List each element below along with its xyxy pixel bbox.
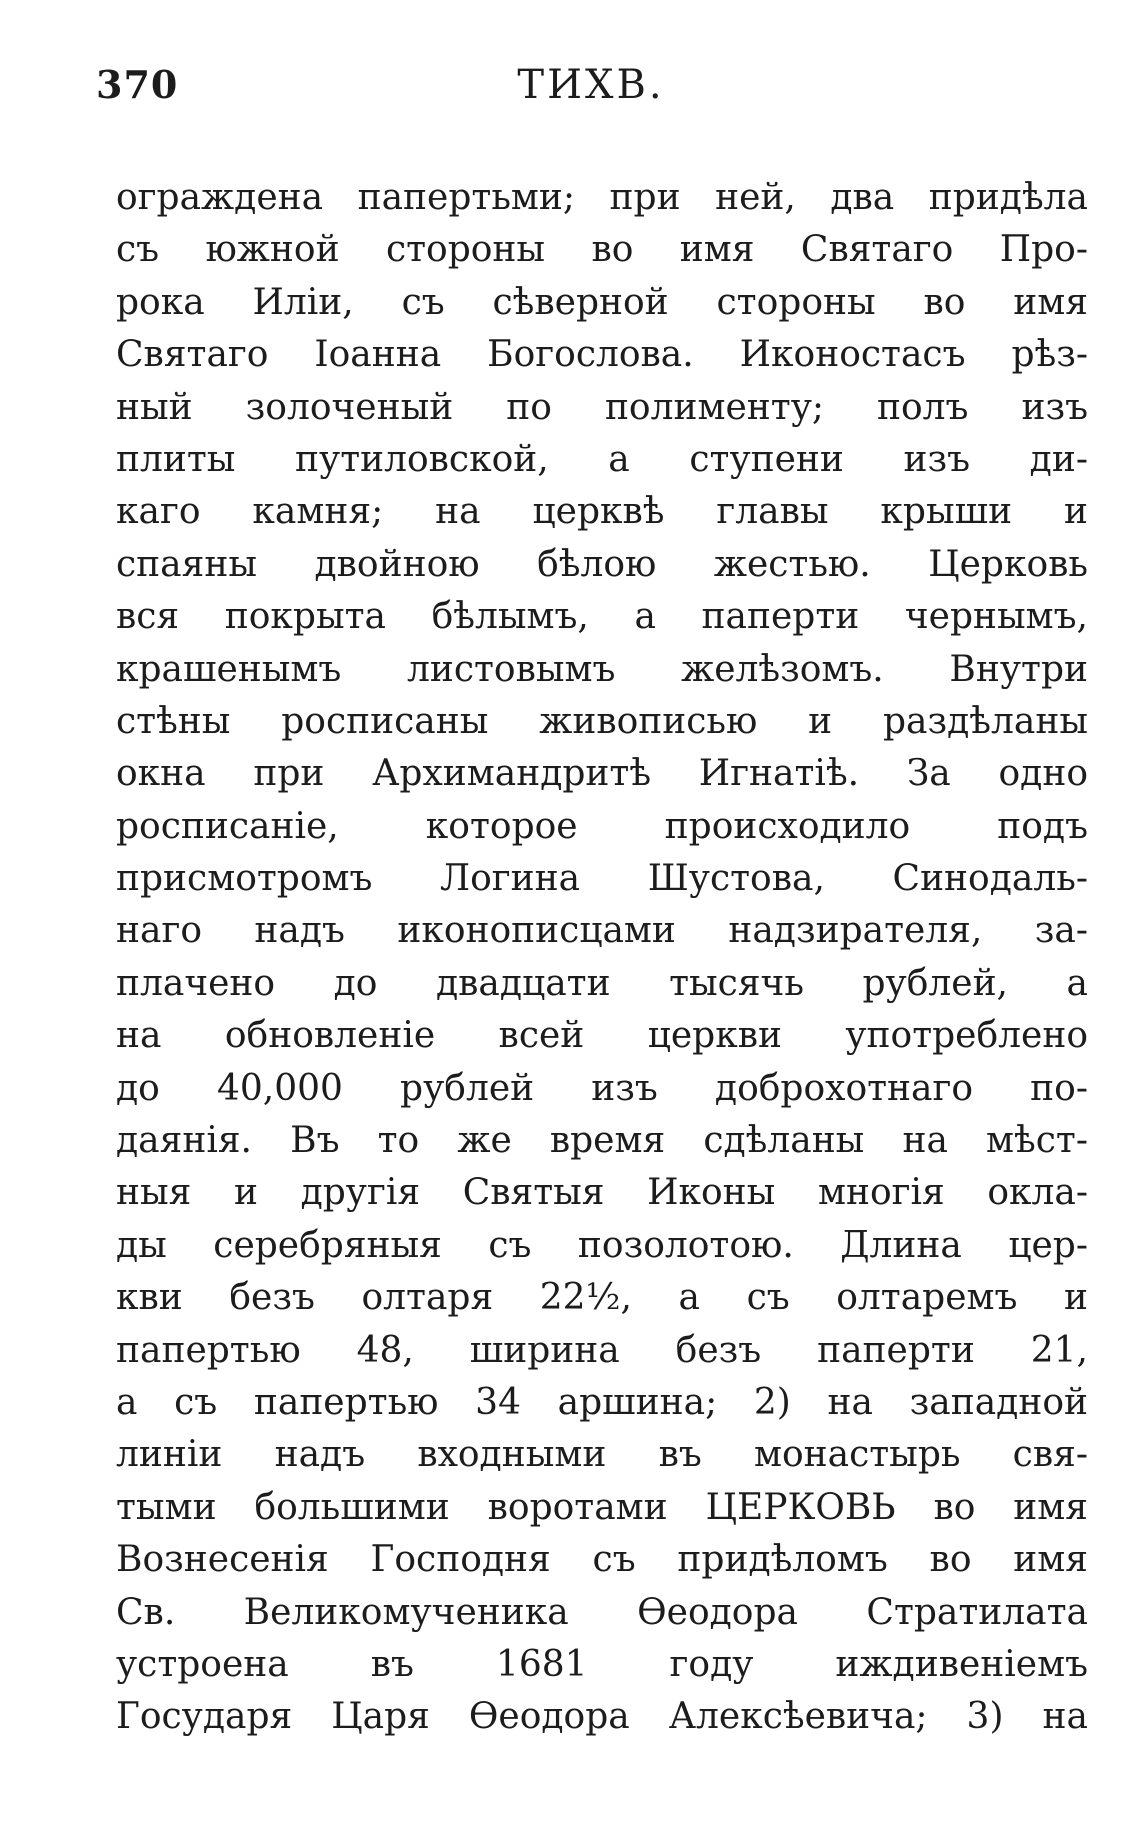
- text-line: спаяны двойною бѣлою жестью. Церковь: [116, 543, 1088, 585]
- text-line: крашенымъ листовымъ желѣзомъ. Внутри: [116, 648, 1088, 690]
- text-line: Вознесенія Господня съ придѣломъ во имя: [116, 1539, 1088, 1581]
- text-line: ныя и другія Святыя Иконы многія окла-: [116, 1172, 1088, 1214]
- text-line: Государя Царя Ѳеодора Алексѣевича; 3) на: [116, 1696, 1088, 1738]
- text-line: рока Иліи, съ сѣверной стороны во имя: [116, 281, 1088, 323]
- text-line: устроена въ 1681 году иждивеніемъ: [116, 1643, 1088, 1685]
- text-line: даянія. Въ то же время сдѣланы на мѣст-: [116, 1120, 1088, 1162]
- text-line: на обновленіе всей церкви употреблено: [116, 1015, 1088, 1057]
- text-line: до 40,000 рублей изъ доброхотнаго по-: [116, 1067, 1088, 1109]
- text-line: плиты путиловской, а ступени изъ ди-: [116, 438, 1088, 480]
- text-line: ный золоченый по полименту; полъ изъ: [116, 386, 1088, 428]
- text-line: присмотромъ Логина Шустова, Синодаль-: [116, 858, 1088, 900]
- text-line: съ южной стороны во имя Святаго Про-: [116, 229, 1088, 271]
- text-line: наго надъ иконописцами надзирателя, за-: [116, 910, 1088, 952]
- text-line: окна при Архимандритѣ Игнатіѣ. За одно: [116, 753, 1088, 795]
- text-line: ды серебряныя съ позолотою. Длина цер-: [116, 1224, 1088, 1266]
- text-line: а съ папертью 34 аршина; 2) на западной: [116, 1381, 1088, 1423]
- text-line: стѣны росписаны живописью и раздѣланы: [116, 700, 1088, 742]
- text-line: линіи надъ входными въ монастырь свя-: [116, 1434, 1088, 1476]
- text-line: ограждена папертьми; при ней, два придѣла: [116, 177, 1088, 218]
- page-header: [96, 58, 1086, 118]
- page-number: 370: [96, 62, 179, 107]
- text-line: Святаго Іоанна Богослова. Иконостасъ рѣз-: [116, 334, 1088, 376]
- text-line: каго камня; на церквѣ главы крыши и: [116, 491, 1088, 533]
- text-line: тыми большими воротами ЦЕРКОВЬ во имя: [116, 1486, 1088, 1528]
- text-line: росписаніе, которое происходило подъ: [116, 805, 1088, 847]
- running-head: ТИХВ.: [517, 62, 665, 108]
- text-line: Св. Великомученика Ѳеодора Стратилата: [116, 1591, 1088, 1633]
- text-line: вся покрыта бѣлымъ, а паперти чернымъ,: [116, 596, 1088, 638]
- text-line: кви безъ олтаря 22½, а съ олтаремъ и: [116, 1277, 1088, 1319]
- text-line: плачено до двадцати тысячь рублей, а: [116, 962, 1088, 1004]
- body-text: [116, 172, 1088, 1744]
- text-line: папертью 48, ширина безъ паперти 21,: [116, 1329, 1088, 1371]
